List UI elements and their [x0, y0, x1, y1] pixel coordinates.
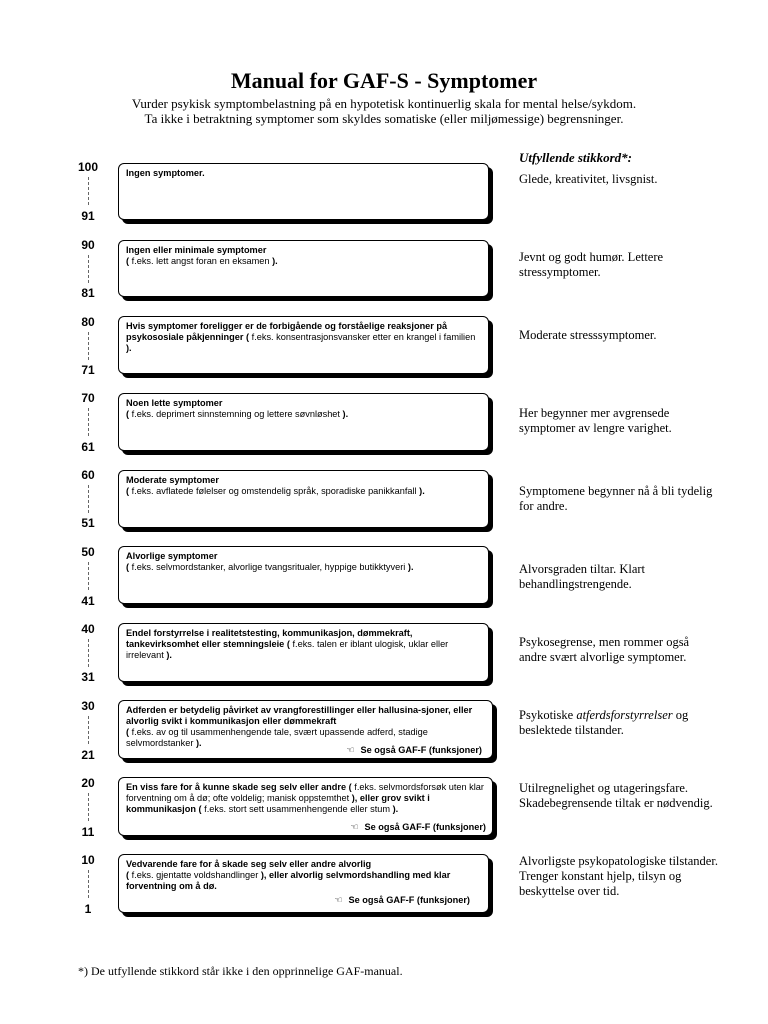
- scale-top-label: 20: [81, 776, 95, 790]
- scale-dash-line: [88, 332, 89, 360]
- scale-top-label: 80: [81, 315, 95, 329]
- scale-dash-line: [88, 639, 89, 667]
- scale-bottom-label: 21: [81, 748, 95, 762]
- row-description: Moderate stresssymptomer.: [519, 328, 657, 342]
- see-also-note: [350, 822, 486, 833]
- score-box: Moderate symptomer ( f.eks. avflatede følelser og omstendelig språk, sporadiske panikkanfall ).: [118, 470, 489, 528]
- box-example: f.eks. talen er iblant ulogisk, uklar eller irrelevant: [126, 639, 449, 660]
- scale-bottom-label: 1: [84, 902, 92, 916]
- see-also-note: [334, 895, 470, 906]
- box-heading: En viss fare for å kunne skade seg selv eller andre: [126, 782, 347, 792]
- scale-dash-line: [88, 255, 89, 283]
- scale-dash-line: [88, 177, 89, 205]
- box-heading: Ingen symptomer.: [126, 168, 205, 178]
- box-example: f.eks. gjentatte voldshandlinger: [131, 870, 259, 880]
- pointing-hand-icon: ☜: [346, 745, 355, 755]
- scale-dash-line: [88, 793, 89, 821]
- box-heading: Noen lette symptomer: [126, 398, 223, 408]
- scale-top-label: 30: [81, 699, 95, 713]
- scale-dash-line: [88, 716, 89, 744]
- score-box: Vedvarende fare for å skade seg selv eller andre alvorlig ( f.eks. gjentatte voldshandlinger ), eller alvorlig selvmordshandling med klar forventning om å dø. ☜ Se også GAF-F (funksjoner): [118, 854, 489, 913]
- scale-bottom-label: 51: [81, 516, 95, 530]
- scale-dash-line: [88, 870, 89, 898]
- box-example-2: f.eks. stort sett usammenhengende eller stum: [204, 804, 391, 814]
- scale-bottom-label: 71: [81, 363, 95, 377]
- scale-top-label: 100: [77, 160, 99, 174]
- row-description: Glede, kreativitet, livsgnist.: [519, 172, 658, 186]
- scale-top-label: 50: [81, 545, 95, 559]
- subtitle-line-1: Vurder psykisk symptombelastning på en hypotetisk kontinuerlig skala for mental helse/sykdom.: [131, 96, 637, 111]
- box-example: f.eks. konsentrasjonsvansker etter en krangel i familien: [251, 332, 476, 342]
- footnote: *) De utfyllende stikkord står ikke i den opprinnelige GAF-manual.: [78, 964, 403, 978]
- scale-top-label: 40: [81, 622, 95, 636]
- description-prefix: Psykotiske: [519, 708, 577, 722]
- scale-dash-line: [88, 408, 89, 436]
- pointing-hand-icon: ☜: [350, 822, 359, 832]
- row-description: Alvorligste psykopatologiske tilstander. Trenger konstant hjelp, tilsyn og beskyttelse over tid.: [519, 854, 718, 898]
- scale-dash-line: [88, 562, 89, 590]
- row-description: Psykosegrense, men rommer også andre svært alvorlige symptomer.: [519, 635, 690, 664]
- box-example: f.eks. lett angst foran en eksamen: [131, 256, 270, 266]
- box-example: f.eks. selvmordsforsøk uten klar forventning om å dø; ofte voldelig; manisk oppstemthet: [126, 782, 484, 803]
- scale-bottom-label: 11: [81, 825, 95, 839]
- box-heading: Ingen eller minimale symptomer: [126, 245, 267, 255]
- box-example: f.eks. av og til usammenhengende tale, svært upassende adferd, stadige selvmordstanker: [126, 727, 428, 748]
- box-heading: Adferden er betydelig påvirket av vrangforestillinger eller hallusina-sjoner, eller alvorlig svikt i kommunikasjon eller dømmekraft: [126, 705, 473, 726]
- score-box: En viss fare for å kunne skade seg selv eller andre ( f.eks. selvmordsforsøk uten klar forventning om å dø; ofte voldelig; manisk oppstemthet ), eller grov svikt i kommunikasjon ( f.eks. stort sett usammenhengende eller stum ). ☜ Se også GAF-F (funksjoner): [118, 777, 493, 836]
- box-heading: Hvis symptomer foreligger er de forbigående og forståelige reaksjoner på psykososiale påkjenninger: [126, 321, 448, 342]
- score-box: Alvorlige symptomer ( f.eks. selvmordstanker, alvorlige tvangsritualer, hyppige butikktyveri ).: [118, 546, 489, 604]
- scale-bottom-label: 91: [81, 209, 95, 223]
- row-description: Alvorsgraden tiltar. Klart behandlingstrengende.: [519, 562, 646, 591]
- see-also-note: [346, 745, 482, 756]
- scale-bottom-label: 61: [81, 440, 95, 454]
- score-box: Hvis symptomer foreligger er de forbigående og forståelige reaksjoner på psykososiale påkjenninger ( f.eks. konsentrasjonsvansker etter en krangel i familien ).: [118, 316, 489, 374]
- box-heading-2: eller alvorlig selvmordshandling med klar forventning om å dø.: [126, 870, 451, 891]
- box-heading-2: eller grov svikt i kommunikasjon: [126, 793, 430, 814]
- see-also-label: Se også GAF-F (funksjoner): [364, 822, 486, 832]
- box-example: f.eks. avflatede følelser og omstendelig språk, sporadiske panikkanfall: [131, 486, 417, 496]
- box-heading: Alvorlige symptomer: [126, 551, 218, 561]
- page-title: Manual for GAF-S - Symptomer: [230, 68, 538, 93]
- scale-top-label: 60: [81, 468, 95, 482]
- scale-dash-line: [88, 485, 89, 513]
- row-description: Jevnt og godt humør. Lettere stressymptomer.: [519, 250, 664, 279]
- scale-top-label: 90: [81, 238, 95, 252]
- description-italic: atferdsforstyrrelser: [576, 708, 673, 722]
- see-also-label: Se også GAF-F (funksjoner): [360, 745, 482, 755]
- score-box: Endel forstyrrelse i realitetstesting, kommunikasjon, dømmekraft, tankevirksomhet eller stemningsleie ( f.eks. talen er iblant ulogisk, uklar eller irrelevant ).: [118, 623, 489, 682]
- box-example: f.eks. deprimert sinnstemning og lettere søvnløshet: [131, 409, 340, 419]
- row-description: [519, 708, 719, 738]
- box-heading: Moderate symptomer: [126, 475, 219, 485]
- score-box: [118, 163, 489, 220]
- box-heading: Endel forstyrrelse i realitetstesting, kommunikasjon, dømmekraft, tankevirksomhet eller stemningsleie: [126, 628, 413, 649]
- subtitle-line-2: Ta ikke i betraktning symptomer som skyldes somatiske (eller miljømessige) begrensninger.: [144, 111, 624, 126]
- box-heading: Vedvarende fare for å skade seg selv eller andre alvorlig: [126, 859, 372, 869]
- row-description: Utilregnelighet og utageringsfare. Skadebegrensende tiltak er nødvendig.: [519, 781, 713, 810]
- pointing-hand-icon: ☜: [334, 895, 343, 905]
- box-example: f.eks. selvmordstanker, alvorlige tvangsritualer, hyppige butikktyveri: [131, 562, 406, 572]
- description-suffix: og beslektede tilstander.: [519, 708, 689, 737]
- side-heading: Utfyllende stikkord*:: [519, 150, 633, 165]
- score-box: Adferden er betydelig påvirket av vrangforestillinger eller hallusina-sjoner, eller alvorlig svikt i kommunikasjon eller dømmekraft ( f.eks. av og til usammenhengende tale, svært upassende adferd, stadige selvmordstanker ). ☜ Se også GAF-F (funksjoner): [118, 700, 493, 759]
- row-description: Her begynner mer avgrensede symptomer av lengre varighet.: [519, 406, 672, 435]
- scale-top-label: 70: [81, 391, 95, 405]
- see-also-label: Se også GAF-F (funksjoner): [348, 895, 470, 905]
- scale-bottom-label: 31: [81, 670, 95, 684]
- scale-top-label: 10: [81, 853, 95, 867]
- scale-bottom-label: 81: [81, 286, 95, 300]
- score-box: Ingen eller minimale symptomer ( f.eks. lett angst foran en eksamen ).: [118, 240, 489, 297]
- row-description: Symptomene begynner nå å bli tydelig for andre.: [519, 484, 713, 513]
- score-box: Noen lette symptomer ( f.eks. deprimert sinnstemning og lettere søvnløshet ).: [118, 393, 489, 451]
- scale-bottom-label: 41: [81, 594, 95, 608]
